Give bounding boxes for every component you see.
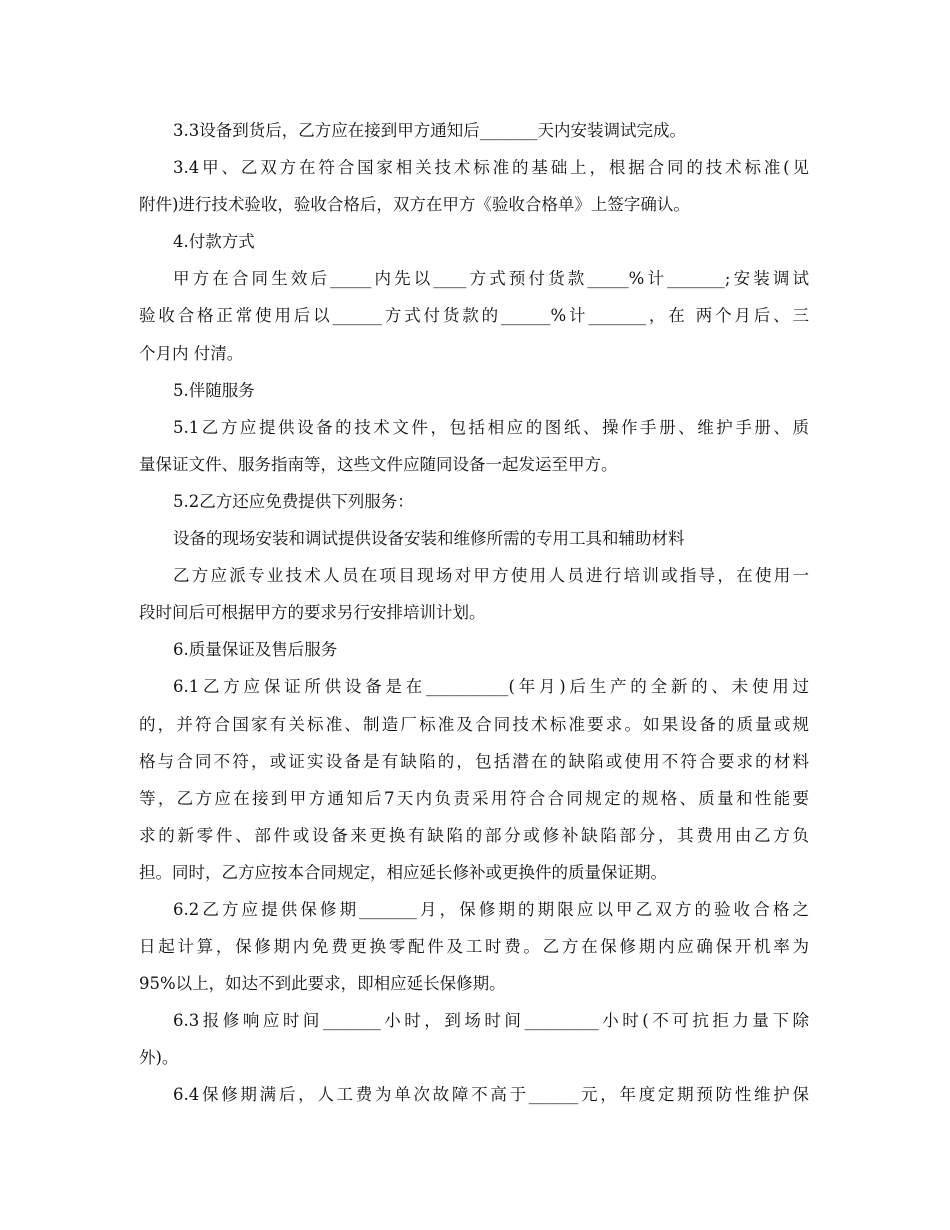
clause-6-1-line-5: 求的新零件、部件或设备来更换有缺陷的部分或修补缺陷部分，其费用由乙方负	[139, 825, 809, 845]
clause-6-2-line-1: 6.2乙方应提供保修期_______月，保修期的期限应以甲乙双方的验收合格之	[173, 899, 809, 919]
clause-5-1-line-1: 5.1乙方应提供设备的技术文件，包括相应的图纸、操作手册、维护手册、质	[173, 417, 809, 437]
clause-6-3-line-2: 外)。	[139, 1048, 179, 1068]
clause-6-1-line-4: 等，乙方应在接到甲方通知后7天内负责采用符合合同规定的规格、质量和性能要	[139, 788, 809, 808]
service-item-installation: 设备的现场安装和调试提供设备安装和维修所需的专用工具和辅助材料	[173, 529, 685, 549]
clause-6-2-line-3: 95%以上，如达不到此要求，即相应延长保修期。	[139, 974, 506, 994]
section-heading-services: 5.伴随服务	[173, 380, 255, 400]
clause-6-1-line-6: 担。同时，乙方应按本合同规定，相应延长修补或更换件的质量保证期。	[139, 862, 667, 882]
service-item-training-line-1: 乙方应派专业技术人员在项目现场对甲方使用人员进行培训或指导，在使用一	[173, 566, 809, 586]
clause-6-3-line-1: 6.3报修响应时间_______小时，到场时间_________小时(不可抗拒力量下除	[173, 1011, 809, 1031]
clause-6-4-line-1: 6.4保修期满后，人工费为单次故障不高于______元，年度定期预防性维护保	[173, 1085, 809, 1105]
clause-3-4-line-1: 3.4甲、乙双方在符合国家相关技术标准的基础上，根据合同的技术标准(见	[173, 158, 809, 178]
payment-line-2: 验收合格正常使用后以______方式付货款的______%计_______，在 两个月后、三	[139, 306, 809, 326]
clause-6-2-line-2: 日起计算，保修期内免费更换零配件及工时费。乙方在保修期内应确保开机率为	[139, 937, 809, 957]
clause-6-1-line-3: 格与合同不符，或证实设备是有缺陷的，包括潜在的缺陷或使用不符合要求的材料	[139, 751, 809, 771]
clause-5-1-line-2: 量保证文件、服务指南等，这些文件应随同设备一起发运至甲方。	[139, 454, 618, 474]
payment-line-1: 甲方在合同生效后_____内先以____方式预付货款_____%计_______;安装调试	[173, 269, 809, 289]
section-heading-payment: 4.付款方式	[173, 232, 255, 252]
payment-line-3: 个月内 付清。	[139, 343, 244, 363]
service-item-training-line-2: 段时间后可根据甲方的要求另行安排培训计划。	[139, 603, 486, 623]
clause-3-3: 3.3设备到货后，乙方应在接到甲方通知后_______天内安装调试完成。	[173, 121, 686, 140]
clause-3-4-line-2: 附件)进行技术验收，验收合格后，双方在甲方《验收合格单》上签字确认。	[139, 195, 690, 215]
clause-6-1-line-2: 的，并符合国家有关标准、制造厂标准及合同技术标准要求。如果设备的质量或规	[139, 714, 809, 734]
clause-6-1-line-1: 6.1乙方应保证所供设备是在__________(年月)后生产的全新的、未使用过	[173, 677, 809, 697]
document-body	[139, 112, 809, 1114]
clause-5-2: 5.2乙方还应免费提供下列服务：	[173, 491, 414, 511]
section-heading-warranty: 6.质量保证及售后服务	[173, 640, 338, 660]
